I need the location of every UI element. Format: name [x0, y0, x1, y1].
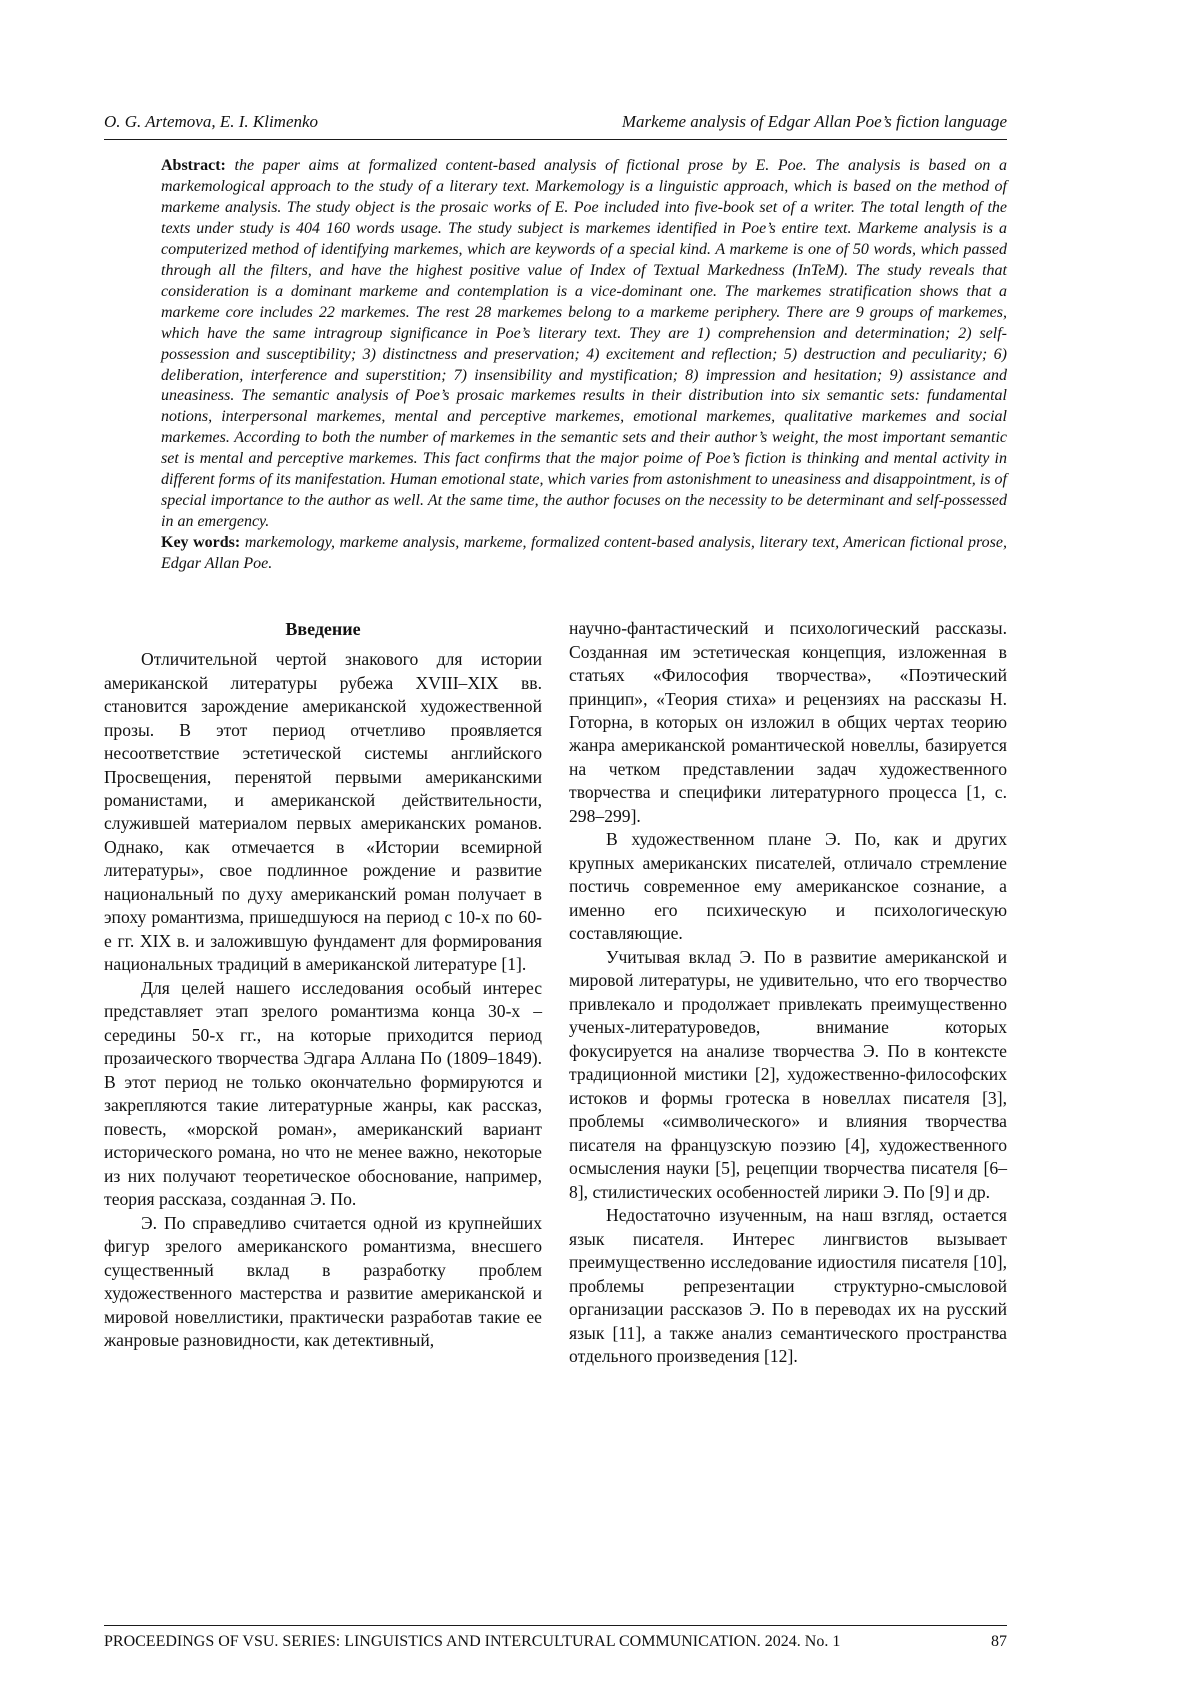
abstract-label: Abstract:: [161, 157, 226, 174]
page-footer: [104, 1625, 1007, 1651]
body-paragraph: научно-фантастический и психологический рассказы. Созданная им эстетическая концепция, изложенная в статьях «Философия творчества», «Поэтический принцип», «Теория стиха» и рецензиях на рассказы Н. Готорна, в которых он изложил в общих чертах теорию жанра американской романтической новеллы, базируется на четком представлении задач художественного творчества и специфики литературного процесса [1, с. 298–299].: [569, 618, 1007, 826]
section-title: Введение: [285, 619, 361, 640]
running-head: [104, 112, 1007, 139]
left-column: [104, 617, 542, 1369]
body-paragraph: Отличительной чертой знакового для истории американской литературы рубежа XVIII–XIX вв. становится зарождение американской художественной прозы. В этот период отчетливо проявляется несоответствие эстетической системы английского Просвещения, перенятой первыми американскими романистами, и американской действительности, служившей материалом первых американских романов. Однако, как отмечается в «Истории всемирной литературы», свое подлинное рождение и развитие национальный по духу американский роман получает в эпоху романтизма, пришедшуюся на период с 10-х по 60-е гг. XIX в. и заложившую фундамент для формирования национальных традиций в американской литературе [1].: [104, 649, 542, 975]
keywords-label: Key words:: [161, 534, 241, 552]
authors: O. G. Artemova, E. I. Klimenko: [104, 112, 319, 131]
keywords-paragraph: [161, 533, 1007, 575]
body-paragraph: Учитывая вклад Э. По в развитие американской и мировой литературы, не удивительно, что его творчество привлекало и продолжает привлекать преимущественно ученых-литературоведов, внимание которых фокусируется на анализе творчества Э. По в контексте традиционной мистики [2], художественно-философских истоков и формы гротеска в новеллах писателя [3], проблемы «символического» и влияния творчества писателя на французскую поэзию [4], художественного осмысления науки [5], рецепции творчества писателя [6–8], стилистических особенностей лирики Э. По [9] и др.: [569, 946, 1007, 1202]
body-paragraph: Для целей нашего исследования особый интерес представляет этап зрелого романтизма конца 30-х – середины 50-х гг., на которые приходится период прозаического творчества Эдгара Аллана По (1809–1849). В этот период не только окончательно формируются и закрепляются такие литературные жанры, как рассказ, повесть, «морской роман», американский вариант исторического романа, но что не менее важно, некоторые из них получают теоретическое обоснование, например, теория рассказа, созданная Э. По.: [104, 977, 542, 1210]
body-paragraph: В художественном плане Э. По, как и других крупных американских писателей, отличало стремление постичь современное ему американское сознание, а именно его психическую и психологическую составляющие.: [569, 829, 1007, 944]
keywords-text: markemology, markeme analysis, markeme, formalized content-based analysis, literary text, American fictional prose, Edgar Allan Poe.: [161, 534, 1008, 573]
page-number: 87: [991, 1633, 1007, 1650]
header-rule: [104, 139, 1007, 140]
body-paragraph: Э. По справедливо считается одной из крупнейших фигур зрелого американского романтизма, внесшего существенный вклад в разработку проблем художественного мастерства и развитие американской и мировой новеллистики, практически разработав такие ее жанровые разновидности, как детективный,: [104, 1212, 542, 1351]
journal-line: PROCEEDINGS OF VSU. SERIES: LINGUISTICS AND INTERCULTURAL COMMUNICATION. 2024. No. 1: [104, 1633, 841, 1650]
running-title: Markeme analysis of Edgar Allan Poe’s fiction language: [621, 112, 1007, 131]
right-column: [569, 617, 1007, 1369]
body-paragraph: Недостаточно изученным, на наш взгляд, остается язык писателя. Интерес лингвистов вызывает преимущественно исследование идиостиля писателя [10], проблемы репрезентации структурно-смысловой организации рассказов Э. По в переводах их на русский язык [11], а также анализ семантического пространства отдельного произведения [12].: [569, 1205, 1007, 1367]
abstract-paragraph: [161, 156, 1007, 533]
article-body: [104, 617, 1007, 1369]
footer-row: [104, 1626, 1007, 1651]
abstract-text: the paper aims at formalized content-based analysis of fictional prose by E. Poe. The analysis is based on a markemological approach to the study of a literary text. Markemology is a linguistic approach, which is based on the method of markeme analysis. The study object is the prosaic works of E. Poe included into five-book set of a writer. The total length of the texts under study is 404 160 words usage. The study subject is markemes identified in Poe’s entire text. Markeme analysis is a computerized method of identifying markemes, which are keywords of a special kind. A markeme is one of 50 words, which passed through all the filters, and have the highest positive value of Index of Textual Markedness (InTeM). The study reveals that consideration is a dominant markeme and contemplation is a vice-dominant one. The markemes stratification shows that a markeme core includes 22 markemes. The rest 28 markemes belong to a markeme periphery. There are 9 groups of markemes, which have the same intragroup significance in Poe’s literary text. They are 1) comprehension and determination; 2) self-possession and susceptibility; 3) distinctness and preservation; 4) excitement and reflection; 5) destruction and peculiarity; 6) deliberation, interference and superstition; 7) insensibility and mystification; 8) impression and hesitation; 9) assistance and uneasiness. The semantic analysis of Poe’s prosaic markemes results in their distribution into six semantic sets: fundamental notions, interpersonal markemes, mental and perceptive markemes, emotional markemes, qualitative markemes and social markemes. According to both the number of markemes in the semantic sets and their author’s weight, the most important semantic set is mental and perceptive markemes. This fact confirms that the major poime of Poe’s fiction is thinking and mental activity in different forms of its manifestation. Human emotional state, which varies from astonishment to uneasiness and disappointment, is of special importance to the author as well. At the same time, the author focuses on the necessity to be determinant and self-possessed in an emergency.: [161, 157, 1008, 531]
abstract-section: [104, 156, 1007, 575]
